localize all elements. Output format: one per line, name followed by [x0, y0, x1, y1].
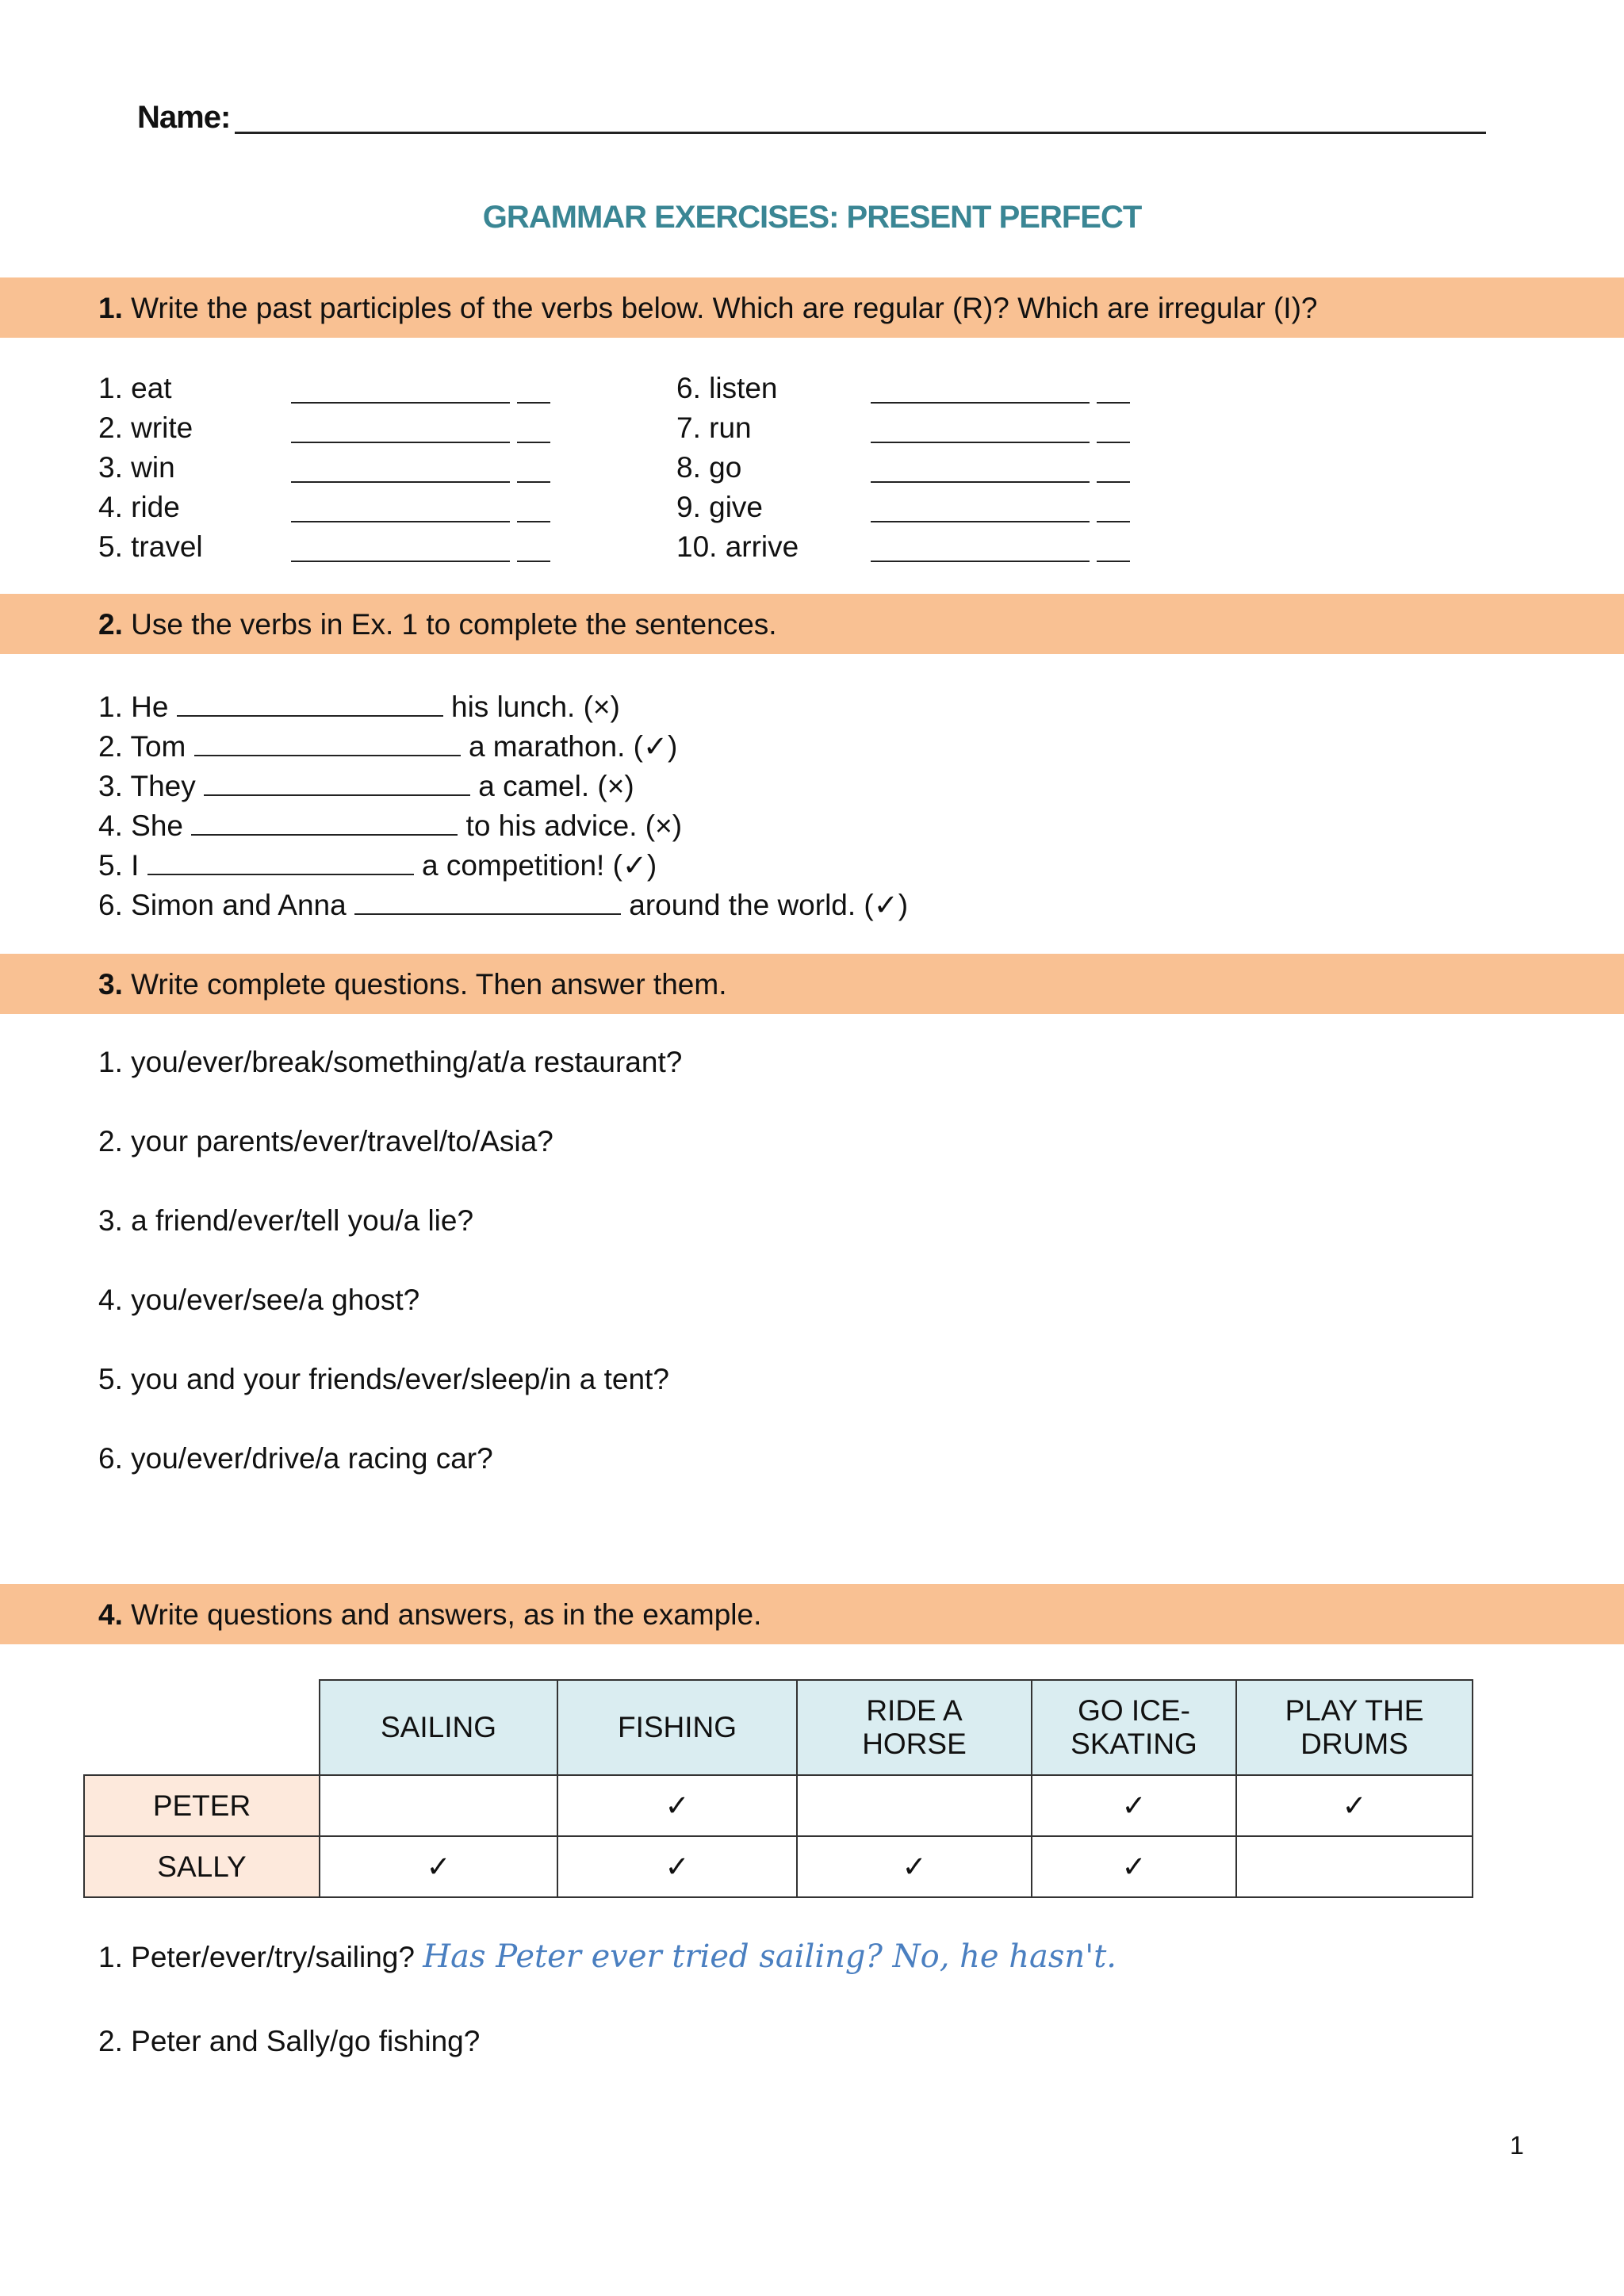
ex4-prompt: 2. Peter and Sally/go fishing? [98, 2025, 481, 2057]
table-row [84, 1836, 1473, 1897]
participle-blank[interactable] [871, 521, 1090, 522]
regular-irregular-blank[interactable] [517, 561, 550, 562]
regular-irregular-blank[interactable] [1097, 521, 1130, 522]
ex1-item: 4. ride [98, 491, 180, 523]
regular-irregular-blank[interactable] [1097, 561, 1130, 562]
exercise-4-header [0, 1584, 1624, 1644]
regular-irregular-blank[interactable] [1097, 481, 1130, 483]
exercise-3-header [0, 954, 1624, 1014]
exercise-4-instruction: Write questions and answers, as in the example. [131, 1598, 762, 1631]
participle-blank[interactable] [291, 561, 510, 562]
sentence-blank[interactable] [177, 688, 443, 717]
ex1-item: 5. travel [98, 530, 203, 563]
ex4-item [98, 2023, 480, 2059]
page-number: 1 [1510, 2131, 1524, 2160]
ex1-item: 9. give [676, 491, 764, 523]
ex1-item: 3. win [98, 451, 175, 484]
sentence-blank[interactable] [147, 847, 414, 875]
column-header-go-ice-skating: GO ICE-SKATING [1032, 1680, 1236, 1775]
ex1-item: 1. eat [98, 372, 172, 404]
participle-blank[interactable] [291, 402, 510, 404]
row-label-sally: SALLY [84, 1836, 320, 1897]
regular-irregular-blank[interactable] [517, 521, 550, 522]
ex1-item: 10. arrive [676, 530, 799, 563]
exercise-1-number: 1. [98, 292, 123, 324]
participle-blank[interactable] [291, 481, 510, 483]
ex3-question: 2. your parents/ever/travel/to/Asia? [98, 1125, 553, 1158]
check-mark: ✓ [1032, 1775, 1236, 1836]
check-mark: ✓ [797, 1836, 1032, 1897]
check-mark: ✓ [1236, 1775, 1473, 1836]
table-cell [797, 1775, 1032, 1836]
table-header-row [84, 1680, 1473, 1775]
table-row [84, 1775, 1473, 1836]
sentence-blank[interactable] [354, 886, 621, 915]
ex2-sentence: 4. She to his advice. (×) [98, 807, 682, 844]
sentence-blank[interactable] [204, 767, 470, 796]
exercise-3-number: 3. [98, 968, 123, 1001]
ex3-question: 1. you/ever/break/something/at/a restaurant? [98, 1046, 683, 1078]
exercise-1-instruction: Write the past participles of the verbs below. Which are regular (R)? Which are irregular (I)? [131, 292, 1318, 324]
participle-blank[interactable] [291, 442, 510, 443]
activity-table [83, 1679, 1473, 1898]
sentence-blank[interactable] [194, 728, 461, 756]
ex1-item: 2. write [98, 411, 193, 444]
ex4-prompt: 1. Peter/ever/try/sailing? [98, 1941, 415, 1973]
check-mark: ✓ [1032, 1836, 1236, 1897]
column-header-play-the-drums: PLAY THE DRUMS [1236, 1680, 1473, 1775]
table-cell [1236, 1836, 1473, 1897]
ex1-item: 8. go [676, 451, 742, 484]
participle-blank[interactable] [871, 402, 1090, 404]
exercise-2-number: 2. [98, 608, 123, 641]
ex1-item: 6. listen [676, 372, 778, 404]
ex2-sentence: 3. They a camel. (×) [98, 767, 634, 804]
column-header-sailing: SAILING [320, 1680, 557, 1775]
ex3-question: 3. a friend/ever/tell you/a lie? [98, 1204, 474, 1237]
ex2-sentence: 1. He his lunch. (×) [98, 688, 620, 725]
column-header-ride-a-horse: RIDE A HORSE [797, 1680, 1032, 1775]
sentence-blank[interactable] [191, 807, 458, 836]
row-label-peter: PETER [84, 1775, 320, 1836]
participle-blank[interactable] [871, 561, 1090, 562]
participle-blank[interactable] [291, 521, 510, 522]
exercise-2-instruction: Use the verbs in Ex. 1 to complete the sentences. [131, 608, 777, 641]
name-label: Name: [137, 100, 231, 135]
ex3-question: 4. you/ever/see/a ghost? [98, 1284, 420, 1316]
ex4-item [98, 1939, 1116, 1975]
ex1-item: 7. run [676, 411, 752, 444]
ex3-question: 6. you/ever/drive/a racing car? [98, 1442, 493, 1475]
check-mark: ✓ [557, 1775, 797, 1836]
exercise-3-instruction: Write complete questions. Then answer them. [131, 968, 727, 1001]
check-mark: ✓ [320, 1836, 557, 1897]
name-field-line[interactable] [235, 132, 1486, 134]
participle-blank[interactable] [871, 442, 1090, 443]
table-cell [320, 1775, 557, 1836]
check-mark: ✓ [557, 1836, 797, 1897]
regular-irregular-blank[interactable] [517, 402, 550, 404]
ex3-question: 5. you and your friends/ever/sleep/in a tent? [98, 1363, 669, 1395]
participle-blank[interactable] [871, 481, 1090, 483]
worksheet-title: GRAMMAR EXERCISES: PRESENT PERFECT [482, 200, 1142, 235]
exercise-2-header [0, 594, 1624, 654]
regular-irregular-blank[interactable] [1097, 402, 1130, 404]
exercise-1-header [0, 277, 1624, 338]
ex2-sentence: 5. I a competition! (✓) [98, 847, 657, 883]
exercise-4-number: 4. [98, 1598, 123, 1631]
regular-irregular-blank[interactable] [517, 481, 550, 483]
ex2-sentence: 6. Simon and Anna around the world. (✓) [98, 886, 908, 923]
column-header-fishing: FISHING [557, 1680, 797, 1775]
regular-irregular-blank[interactable] [1097, 442, 1130, 443]
regular-irregular-blank[interactable] [517, 442, 550, 443]
ex2-sentence: 2. Tom a marathon. (✓) [98, 728, 677, 764]
example-answer: Has Peter ever tried sailing? No, he hasn't. [423, 1938, 1116, 1975]
